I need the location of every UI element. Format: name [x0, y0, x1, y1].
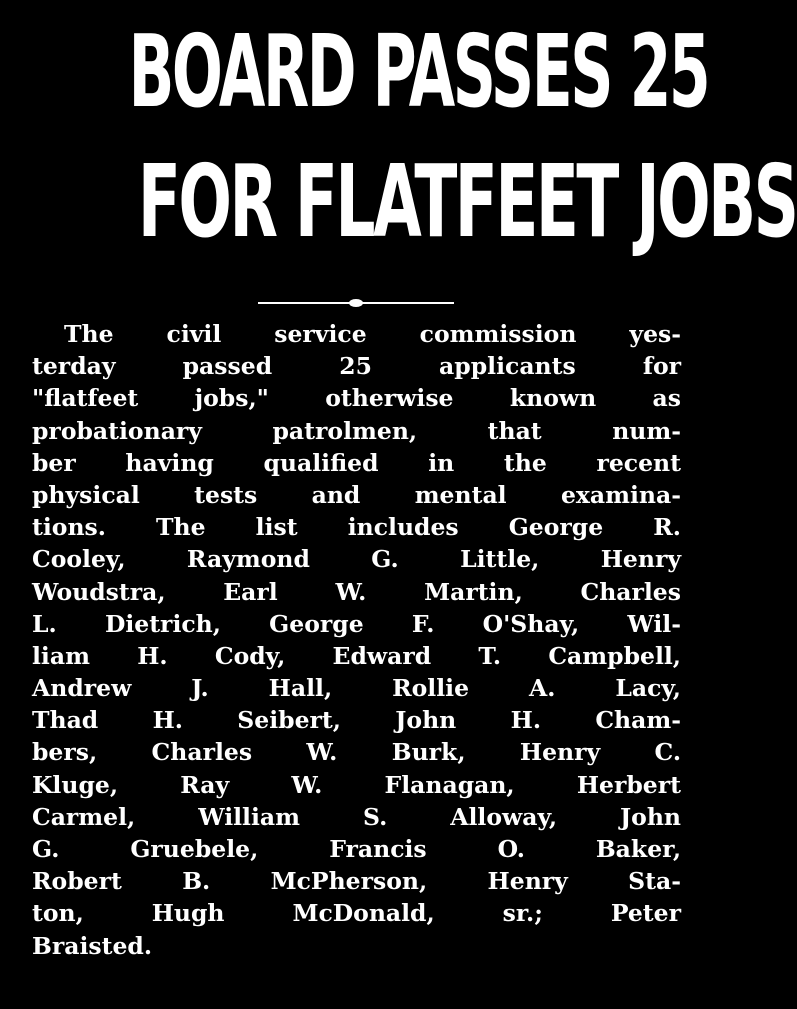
article-line: G. Gruebele, Francis O. Baker, [32, 835, 681, 863]
article-line: ton, Hugh McDonald, sr.; Peter [32, 899, 681, 928]
headline-line-2: FOR FLATFEET JOBS [137, 143, 797, 260]
article-line: Cooley, Raymond G. Little, Henry [32, 545, 681, 574]
article-line: The civil service commission yes- [64, 320, 681, 348]
article-line: Andrew J. Hall, Rollie A. Lacy, [32, 674, 681, 703]
article-line: ber having qualified in the recent [32, 448, 681, 477]
article-line: terday passed 25 applicants for [32, 352, 681, 381]
article-line: liam H. Cody, Edward T. Campbell, [32, 641, 681, 670]
article-line: bers, Charles W. Burk, Henry C. [32, 738, 681, 767]
article-line: Woudstra, Earl W. Martin, Charles [32, 577, 681, 606]
article-line: Kluge, Ray W. Flanagan, Herbert [32, 770, 681, 799]
article-line: probationary patrolmen, that num- [32, 416, 681, 445]
article-line: Carmel, William S. Alloway, John [32, 802, 681, 831]
article-line: "flatfeet jobs," otherwise known as [32, 384, 681, 413]
article-line: L. Dietrich, George F. O'Shay, Wil- [32, 609, 681, 638]
article-line: tions. The list includes George R. [32, 513, 681, 542]
decorative-rule [258, 302, 454, 304]
article-line: physical tests and mental examina- [32, 480, 681, 509]
article-line: Thad H. Seibert, John H. Cham- [32, 706, 681, 735]
article-line: Robert B. McPherson, Henry Sta- [32, 867, 681, 896]
rule-ornament-icon [349, 299, 363, 307]
headline-line-1: BOARD PASSES 25 [128, 13, 709, 130]
article-line: Braisted. [32, 931, 153, 960]
article-body [32, 318, 681, 962]
